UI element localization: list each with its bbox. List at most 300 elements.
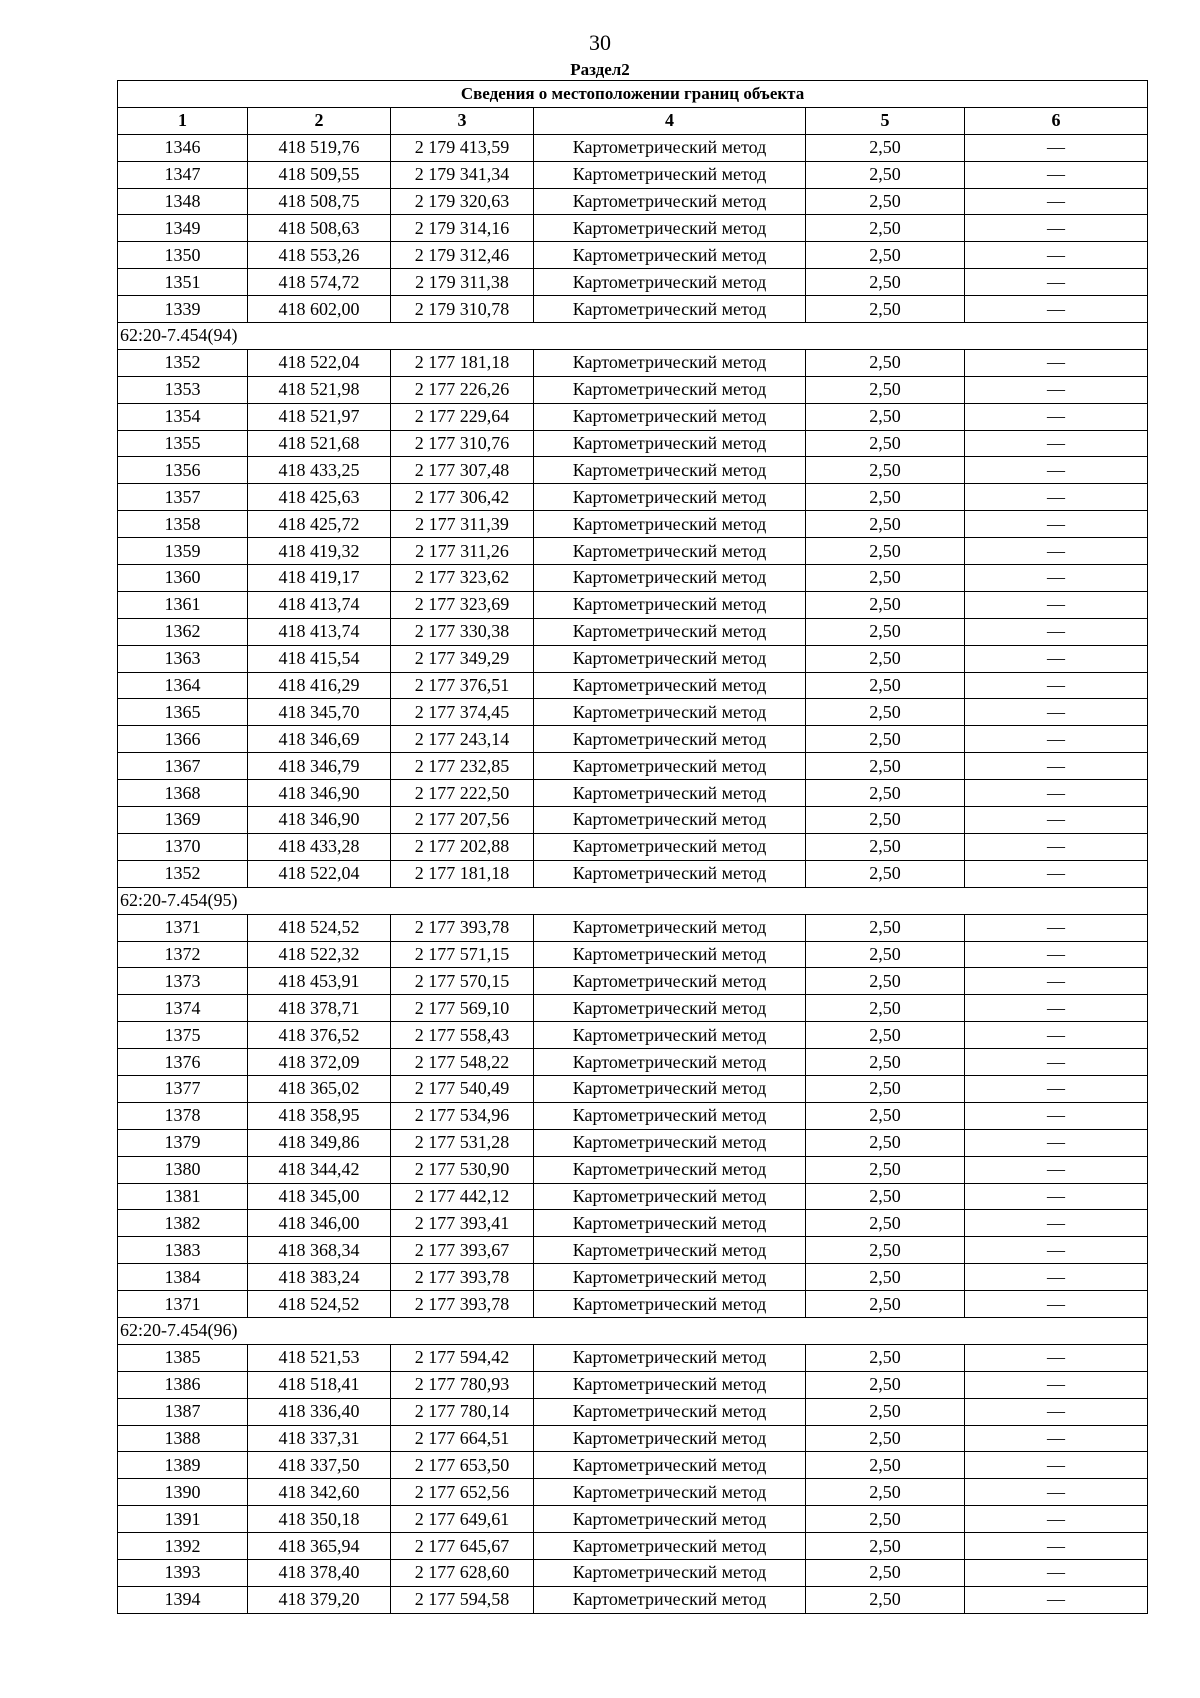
table-row	[118, 618, 1148, 645]
accuracy-cell: 2,50	[806, 376, 965, 403]
accuracy-cell: 2,50	[806, 672, 965, 699]
determination-method-cell: Картометрический метод	[534, 1586, 806, 1613]
coordinate-y-cell: 2 177 652,56	[391, 1479, 534, 1506]
point-number-cell: 1358	[118, 511, 248, 538]
coordinate-x-cell: 418 378,40	[248, 1559, 391, 1586]
description-cell: —	[965, 618, 1148, 645]
coordinate-y-cell: 2 177 442,12	[391, 1183, 534, 1210]
table-row	[118, 860, 1148, 887]
boundary-coordinates-table	[117, 80, 1148, 1614]
accuracy-cell: 2,50	[806, 1371, 965, 1398]
determination-method-cell: Картометрический метод	[534, 134, 806, 161]
coordinate-x-cell: 418 574,72	[248, 269, 391, 296]
accuracy-cell: 2,50	[806, 914, 965, 941]
accuracy-cell: 2,50	[806, 1452, 965, 1479]
coordinate-y-cell: 2 177 323,62	[391, 565, 534, 592]
point-number-cell: 1361	[118, 591, 248, 618]
point-number-cell: 1382	[118, 1210, 248, 1237]
determination-method-cell: Картометрический метод	[534, 1425, 806, 1452]
description-cell: —	[965, 484, 1148, 511]
coordinate-x-cell: 418 342,60	[248, 1479, 391, 1506]
coordinate-y-cell: 2 177 780,14	[391, 1398, 534, 1425]
coordinate-x-cell: 418 345,70	[248, 699, 391, 726]
determination-method-cell: Картометрический метод	[534, 726, 806, 753]
table-row	[118, 1264, 1148, 1291]
determination-method-cell: Картометрический метод	[534, 995, 806, 1022]
table-row	[118, 1129, 1148, 1156]
description-cell: —	[965, 1586, 1148, 1613]
accuracy-cell: 2,50	[806, 457, 965, 484]
determination-method-cell: Картометрический метод	[534, 699, 806, 726]
coordinate-y-cell: 2 177 645,67	[391, 1533, 534, 1560]
accuracy-cell: 2,50	[806, 403, 965, 430]
coordinate-y-cell: 2 177 311,39	[391, 511, 534, 538]
description-cell: —	[965, 1022, 1148, 1049]
coordinate-x-cell: 418 413,74	[248, 591, 391, 618]
coordinate-y-cell: 2 179 310,78	[391, 296, 534, 323]
description-cell: —	[965, 430, 1148, 457]
coordinate-y-cell: 2 177 349,29	[391, 645, 534, 672]
description-cell: —	[965, 511, 1148, 538]
table-row	[118, 1425, 1148, 1452]
point-number-cell: 1351	[118, 269, 248, 296]
coordinate-x-cell: 418 524,52	[248, 1291, 391, 1318]
description-cell: —	[965, 780, 1148, 807]
column-header: 6	[965, 107, 1148, 134]
accuracy-cell: 2,50	[806, 1075, 965, 1102]
coordinate-y-cell: 2 177 207,56	[391, 807, 534, 834]
description-cell: —	[965, 1506, 1148, 1533]
accuracy-cell: 2,50	[806, 860, 965, 887]
accuracy-cell: 2,50	[806, 430, 965, 457]
point-number-cell: 1381	[118, 1183, 248, 1210]
point-number-cell: 1389	[118, 1452, 248, 1479]
coordinate-y-cell: 2 177 393,78	[391, 1264, 534, 1291]
point-number-cell: 1372	[118, 941, 248, 968]
coordinate-x-cell: 418 521,97	[248, 403, 391, 430]
point-number-cell: 1354	[118, 403, 248, 430]
table-row	[118, 1156, 1148, 1183]
determination-method-cell: Картометрический метод	[534, 780, 806, 807]
description-cell: —	[965, 833, 1148, 860]
determination-method-cell: Картометрический метод	[534, 1479, 806, 1506]
coordinate-x-cell: 418 453,91	[248, 968, 391, 995]
table-row	[118, 1210, 1148, 1237]
accuracy-cell: 2,50	[806, 645, 965, 672]
accuracy-cell: 2,50	[806, 1129, 965, 1156]
determination-method-cell: Картометрический метод	[534, 1371, 806, 1398]
table-header-row	[118, 107, 1148, 134]
table-row	[118, 376, 1148, 403]
point-number-cell: 1362	[118, 618, 248, 645]
coordinate-y-cell: 2 177 243,14	[391, 726, 534, 753]
determination-method-cell: Картометрический метод	[534, 1129, 806, 1156]
accuracy-cell: 2,50	[806, 1398, 965, 1425]
column-header: 3	[391, 107, 534, 134]
coordinate-y-cell: 2 177 571,15	[391, 941, 534, 968]
determination-method-cell: Картометрический метод	[534, 1291, 806, 1318]
table-row	[118, 1022, 1148, 1049]
coordinate-x-cell: 418 553,26	[248, 242, 391, 269]
description-cell: —	[965, 1210, 1148, 1237]
group-row	[118, 1317, 1148, 1344]
determination-method-cell: Картометрический метод	[534, 1344, 806, 1371]
coordinate-x-cell: 418 346,79	[248, 753, 391, 780]
point-number-cell: 1393	[118, 1559, 248, 1586]
point-number-cell: 1346	[118, 134, 248, 161]
point-number-cell: 1390	[118, 1479, 248, 1506]
coordinate-y-cell: 2 177 653,50	[391, 1452, 534, 1479]
table-row	[118, 807, 1148, 834]
coordinate-x-cell: 418 372,09	[248, 1049, 391, 1076]
coordinate-x-cell: 418 337,50	[248, 1452, 391, 1479]
coordinate-x-cell: 418 346,90	[248, 780, 391, 807]
determination-method-cell: Картометрический метод	[534, 1022, 806, 1049]
point-number-cell: 1360	[118, 565, 248, 592]
column-header: 5	[806, 107, 965, 134]
accuracy-cell: 2,50	[806, 780, 965, 807]
determination-method-cell: Картометрический метод	[534, 833, 806, 860]
table-row	[118, 484, 1148, 511]
table-row	[118, 1075, 1148, 1102]
point-number-cell: 1376	[118, 1049, 248, 1076]
coordinate-y-cell: 2 177 569,10	[391, 995, 534, 1022]
determination-method-cell: Картометрический метод	[534, 1156, 806, 1183]
coordinate-y-cell: 2 177 310,76	[391, 430, 534, 457]
coordinate-x-cell: 418 522,32	[248, 941, 391, 968]
accuracy-cell: 2,50	[806, 1533, 965, 1560]
accuracy-cell: 2,50	[806, 215, 965, 242]
description-cell: —	[965, 1533, 1148, 1560]
coordinate-x-cell: 418 350,18	[248, 1506, 391, 1533]
accuracy-cell: 2,50	[806, 134, 965, 161]
coordinate-y-cell: 2 177 531,28	[391, 1129, 534, 1156]
description-cell: —	[965, 645, 1148, 672]
point-number-cell: 1394	[118, 1586, 248, 1613]
description-cell: —	[965, 161, 1148, 188]
coordinate-x-cell: 418 358,95	[248, 1102, 391, 1129]
coordinate-y-cell: 2 177 534,96	[391, 1102, 534, 1129]
coordinate-y-cell: 2 179 312,46	[391, 242, 534, 269]
description-cell: —	[965, 1049, 1148, 1076]
determination-method-cell: Картометрический метод	[534, 1210, 806, 1237]
coordinate-y-cell: 2 177 393,67	[391, 1237, 534, 1264]
coordinate-y-cell: 2 179 341,34	[391, 161, 534, 188]
coordinate-x-cell: 418 419,17	[248, 565, 391, 592]
description-cell: —	[965, 1371, 1148, 1398]
coordinate-y-cell: 2 177 628,60	[391, 1559, 534, 1586]
description-cell: —	[965, 699, 1148, 726]
parcel-number: 62:20-7.454(95)	[118, 887, 1148, 914]
point-number-cell: 1355	[118, 430, 248, 457]
description-cell: —	[965, 672, 1148, 699]
table-row	[118, 941, 1148, 968]
coordinate-x-cell: 418 521,68	[248, 430, 391, 457]
accuracy-cell: 2,50	[806, 968, 965, 995]
coordinate-y-cell: 2 177 540,49	[391, 1075, 534, 1102]
determination-method-cell: Картометрический метод	[534, 591, 806, 618]
point-number-cell: 1384	[118, 1264, 248, 1291]
point-number-cell: 1347	[118, 161, 248, 188]
determination-method-cell: Картометрический метод	[534, 1398, 806, 1425]
accuracy-cell: 2,50	[806, 1559, 965, 1586]
table-row	[118, 1479, 1148, 1506]
table-row	[118, 296, 1148, 323]
coordinate-x-cell: 418 524,52	[248, 914, 391, 941]
determination-method-cell: Картометрический метод	[534, 968, 806, 995]
coordinate-y-cell: 2 177 323,69	[391, 591, 534, 618]
table-row	[118, 269, 1148, 296]
coordinate-y-cell: 2 177 306,42	[391, 484, 534, 511]
point-number-cell: 1377	[118, 1075, 248, 1102]
coordinate-x-cell: 418 602,00	[248, 296, 391, 323]
table-row	[118, 349, 1148, 376]
accuracy-cell: 2,50	[806, 188, 965, 215]
description-cell: —	[965, 269, 1148, 296]
table-row	[118, 1049, 1148, 1076]
determination-method-cell: Картометрический метод	[534, 1533, 806, 1560]
accuracy-cell: 2,50	[806, 1102, 965, 1129]
coordinate-x-cell: 418 425,63	[248, 484, 391, 511]
description-cell: —	[965, 1237, 1148, 1264]
coordinate-x-cell: 418 368,34	[248, 1237, 391, 1264]
coordinate-y-cell: 2 177 780,93	[391, 1371, 534, 1398]
coordinate-x-cell: 418 522,04	[248, 860, 391, 887]
coordinate-y-cell: 2 177 222,50	[391, 780, 534, 807]
accuracy-cell: 2,50	[806, 565, 965, 592]
table-row	[118, 672, 1148, 699]
description-cell: —	[965, 726, 1148, 753]
coordinate-y-cell: 2 177 330,38	[391, 618, 534, 645]
accuracy-cell: 2,50	[806, 1344, 965, 1371]
accuracy-cell: 2,50	[806, 538, 965, 565]
point-number-cell: 1387	[118, 1398, 248, 1425]
accuracy-cell: 2,50	[806, 1264, 965, 1291]
determination-method-cell: Картометрический метод	[534, 242, 806, 269]
description-cell: —	[965, 538, 1148, 565]
coordinate-x-cell: 418 383,24	[248, 1264, 391, 1291]
coordinate-y-cell: 2 177 393,78	[391, 1291, 534, 1318]
description-cell: —	[965, 188, 1148, 215]
coordinate-y-cell: 2 177 570,15	[391, 968, 534, 995]
coordinate-y-cell: 2 177 664,51	[391, 1425, 534, 1452]
point-number-cell: 1373	[118, 968, 248, 995]
coordinate-x-cell: 418 522,04	[248, 349, 391, 376]
table-row	[118, 645, 1148, 672]
coordinate-x-cell: 418 419,32	[248, 538, 391, 565]
table-row	[118, 968, 1148, 995]
coordinate-y-cell: 2 177 649,61	[391, 1506, 534, 1533]
determination-method-cell: Картометрический метод	[534, 1102, 806, 1129]
determination-method-cell: Картометрический метод	[534, 941, 806, 968]
description-cell: —	[965, 376, 1148, 403]
point-number-cell: 1353	[118, 376, 248, 403]
coordinate-x-cell: 418 425,72	[248, 511, 391, 538]
coordinate-y-cell: 2 179 311,38	[391, 269, 534, 296]
table-row	[118, 1533, 1148, 1560]
coordinate-y-cell: 2 177 181,18	[391, 349, 534, 376]
accuracy-cell: 2,50	[806, 1479, 965, 1506]
table-caption: Сведения о местоположении границ объекта	[118, 81, 1148, 108]
accuracy-cell: 2,50	[806, 161, 965, 188]
description-cell: —	[965, 296, 1148, 323]
table-row	[118, 538, 1148, 565]
table-row	[118, 833, 1148, 860]
determination-method-cell: Картометрический метод	[534, 565, 806, 592]
point-number-cell: 1388	[118, 1425, 248, 1452]
coordinate-x-cell: 418 508,63	[248, 215, 391, 242]
determination-method-cell: Картометрический метод	[534, 511, 806, 538]
accuracy-cell: 2,50	[806, 296, 965, 323]
coordinate-y-cell: 2 177 311,26	[391, 538, 534, 565]
coordinate-x-cell: 418 416,29	[248, 672, 391, 699]
coordinate-x-cell: 418 346,00	[248, 1210, 391, 1237]
coordinate-x-cell: 418 433,25	[248, 457, 391, 484]
determination-method-cell: Картометрический метод	[534, 753, 806, 780]
determination-method-cell: Картометрический метод	[534, 1506, 806, 1533]
accuracy-cell: 2,50	[806, 1425, 965, 1452]
description-cell: —	[965, 914, 1148, 941]
accuracy-cell: 2,50	[806, 1022, 965, 1049]
coordinate-y-cell: 2 177 393,41	[391, 1210, 534, 1237]
point-number-cell: 1359	[118, 538, 248, 565]
coordinate-x-cell: 418 518,41	[248, 1371, 391, 1398]
accuracy-cell: 2,50	[806, 753, 965, 780]
coordinate-y-cell: 2 179 314,16	[391, 215, 534, 242]
description-cell: —	[965, 349, 1148, 376]
table-row	[118, 1586, 1148, 1613]
accuracy-cell: 2,50	[806, 726, 965, 753]
point-number-cell: 1370	[118, 833, 248, 860]
table-row	[118, 1559, 1148, 1586]
description-cell: —	[965, 591, 1148, 618]
coordinate-x-cell: 418 521,98	[248, 376, 391, 403]
description-cell: —	[965, 1398, 1148, 1425]
table-row	[118, 753, 1148, 780]
coordinate-x-cell: 418 508,75	[248, 188, 391, 215]
accuracy-cell: 2,50	[806, 1506, 965, 1533]
determination-method-cell: Картометрический метод	[534, 269, 806, 296]
description-cell: —	[965, 1264, 1148, 1291]
table-row	[118, 1398, 1148, 1425]
coordinate-y-cell: 2 177 548,22	[391, 1049, 534, 1076]
table-row	[118, 457, 1148, 484]
coordinate-x-cell: 418 376,52	[248, 1022, 391, 1049]
coordinate-x-cell: 418 413,74	[248, 618, 391, 645]
point-number-cell: 1383	[118, 1237, 248, 1264]
determination-method-cell: Картометрический метод	[534, 1559, 806, 1586]
description-cell: —	[965, 1129, 1148, 1156]
point-number-cell: 1357	[118, 484, 248, 511]
table-row	[118, 215, 1148, 242]
accuracy-cell: 2,50	[806, 1210, 965, 1237]
description-cell: —	[965, 1156, 1148, 1183]
table-row	[118, 1371, 1148, 1398]
parcel-number: 62:20-7.454(96)	[118, 1317, 1148, 1344]
table-row	[118, 995, 1148, 1022]
coordinate-x-cell: 418 346,90	[248, 807, 391, 834]
point-number-cell: 1380	[118, 1156, 248, 1183]
coordinate-x-cell: 418 433,28	[248, 833, 391, 860]
coordinate-x-cell: 418 349,86	[248, 1129, 391, 1156]
coordinate-x-cell: 418 337,31	[248, 1425, 391, 1452]
page-number: 30	[589, 30, 611, 55]
point-number-cell: 1386	[118, 1371, 248, 1398]
determination-method-cell: Картометрический метод	[534, 430, 806, 457]
coordinate-y-cell: 2 177 307,48	[391, 457, 534, 484]
table-row	[118, 242, 1148, 269]
determination-method-cell: Картометрический метод	[534, 618, 806, 645]
point-number-cell: 1363	[118, 645, 248, 672]
table-row	[118, 403, 1148, 430]
determination-method-cell: Картометрический метод	[534, 296, 806, 323]
determination-method-cell: Картометрический метод	[534, 161, 806, 188]
description-cell: —	[965, 1425, 1148, 1452]
determination-method-cell: Картометрический метод	[534, 1264, 806, 1291]
determination-method-cell: Картометрический метод	[534, 403, 806, 430]
description-cell: —	[965, 995, 1148, 1022]
description-cell: —	[965, 403, 1148, 430]
accuracy-cell: 2,50	[806, 591, 965, 618]
coordinate-y-cell: 2 177 181,18	[391, 860, 534, 887]
point-number-cell: 1385	[118, 1344, 248, 1371]
accuracy-cell: 2,50	[806, 349, 965, 376]
table-row	[118, 1452, 1148, 1479]
table-row	[118, 188, 1148, 215]
coordinate-x-cell: 418 346,69	[248, 726, 391, 753]
determination-method-cell: Картометрический метод	[534, 860, 806, 887]
coordinate-x-cell: 418 415,54	[248, 645, 391, 672]
determination-method-cell: Картометрический метод	[534, 349, 806, 376]
coordinate-x-cell: 418 345,00	[248, 1183, 391, 1210]
table-row	[118, 914, 1148, 941]
point-number-cell: 1379	[118, 1129, 248, 1156]
coordinate-y-cell: 2 179 413,59	[391, 134, 534, 161]
coordinate-x-cell: 418 378,71	[248, 995, 391, 1022]
description-cell: —	[965, 1344, 1148, 1371]
point-number-cell: 1369	[118, 807, 248, 834]
accuracy-cell: 2,50	[806, 833, 965, 860]
description-cell: —	[965, 860, 1148, 887]
section-title: Раздел2	[570, 60, 630, 79]
point-number-cell: 1356	[118, 457, 248, 484]
accuracy-cell: 2,50	[806, 807, 965, 834]
determination-method-cell: Картометрический метод	[534, 672, 806, 699]
coordinate-y-cell: 2 177 558,43	[391, 1022, 534, 1049]
coordinate-y-cell: 2 177 226,26	[391, 376, 534, 403]
group-row	[118, 323, 1148, 350]
description-cell: —	[965, 1479, 1148, 1506]
accuracy-cell: 2,50	[806, 941, 965, 968]
description-cell: —	[965, 1291, 1148, 1318]
description-cell: —	[965, 215, 1148, 242]
description-cell: —	[965, 1452, 1148, 1479]
accuracy-cell: 2,50	[806, 618, 965, 645]
parcel-number: 62:20-7.454(94)	[118, 323, 1148, 350]
description-cell: —	[965, 1102, 1148, 1129]
table-row	[118, 511, 1148, 538]
point-number-cell: 1365	[118, 699, 248, 726]
coordinate-x-cell: 418 365,94	[248, 1533, 391, 1560]
description-cell: —	[965, 1559, 1148, 1586]
accuracy-cell: 2,50	[806, 511, 965, 538]
accuracy-cell: 2,50	[806, 1237, 965, 1264]
accuracy-cell: 2,50	[806, 1586, 965, 1613]
point-number-cell: 1352	[118, 860, 248, 887]
coordinate-y-cell: 2 177 232,85	[391, 753, 534, 780]
table-row	[118, 780, 1148, 807]
coordinate-x-cell: 418 344,42	[248, 1156, 391, 1183]
